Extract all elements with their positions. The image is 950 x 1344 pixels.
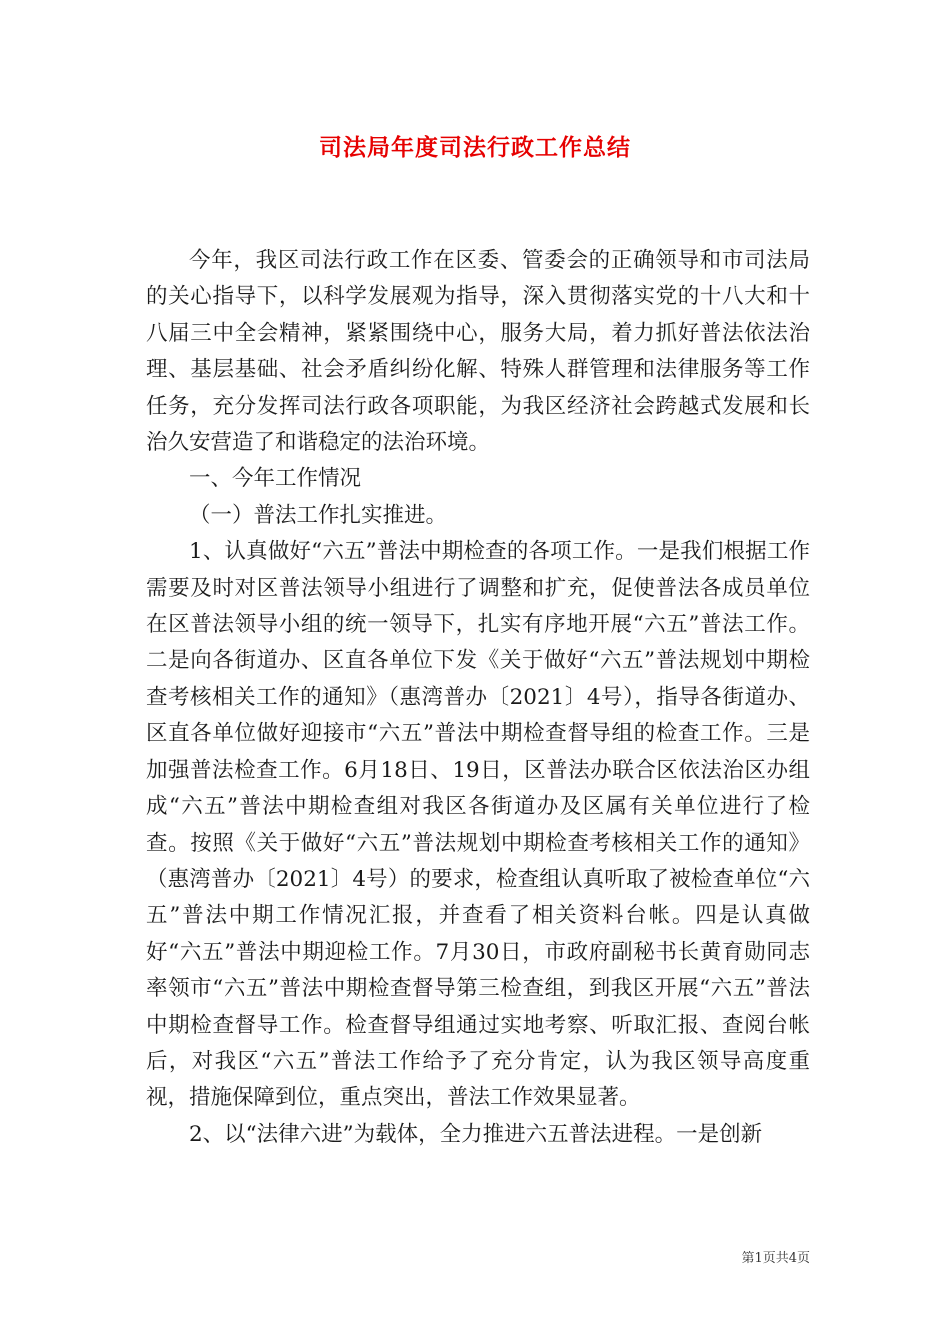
document-body xyxy=(146,243,810,1153)
heading-section-1: 一、今年工作情况 xyxy=(189,466,362,492)
paragraph-intro: 今年，我区司法行政工作在区委、管委会的正确领导和市司法局的关心指导下，以科学发展观为指导，深入贯彻落实党的十八大和十八届三中全会精神，紧紧围绕中心，服务大局，着力抓好普法依法治理、基层基础、社会矛盾纠纷化解、特殊人群管理和法律服务等工作任务，充分发挥司法行政各项职能，为我区经济社会跨越式发展和长治久安营造了和谐稳定的法治环境。 xyxy=(146,248,810,456)
document-title: 司法局年度司法行政工作总结 xyxy=(319,134,631,161)
heading-subsection-1: （一）普法工作扎实推进。 xyxy=(189,502,448,528)
page-number: 第1页共4页 xyxy=(741,1251,810,1266)
paragraph-item-1: 1、认真做好“六五”普法中期检查的各项工作。一是我们根据工作需要及时对区普法领导小组进行了调整和扩充，促使普法各成员单位在区普法领导小组的统一领导下，扎实有序地开展“六五”普法工作。二是向各街道办、区直各单位下发《关于做好“六五”普法规划中期检查考核相关工作的通知》（惠湾普办〔2021〕4号），指导各街道办、区直各单位做好迎接市“六五”普法中期检查督导组的检查工作。三是加强普法检查工作。6月18日、19日，区普法办联合区依法治区办组成“六五”普法中期检查组对我区各街道办及区属有关单位进行了检查。按照《关于做好“六五”普法规划中期检查考核相关工作的通知》（惠湾普办〔2021〕4号）的要求，检查组认真听取了被检查单位“六五”普法中期工作情况汇报，并查看了相关资料台帐。四是认真做好“六五”普法中期迎检工作。7月30日，市政府副秘书长黄育勋同志率领市“六五”普法中期检查督导第三检查组，到我区开展“六五”普法中期检查督导工作。检查督导组通过实地考察、听取汇报、查阅台帐后，对我区“六五”普法工作给予了充分肯定，认为我区领导高度重视，措施保障到位，重点突出，普法工作效果显著。 xyxy=(146,539,810,1111)
paragraph-item-2: 2、以“法律六进”为载体，全力推进六五普法进程。一是创新 xyxy=(189,1121,763,1147)
